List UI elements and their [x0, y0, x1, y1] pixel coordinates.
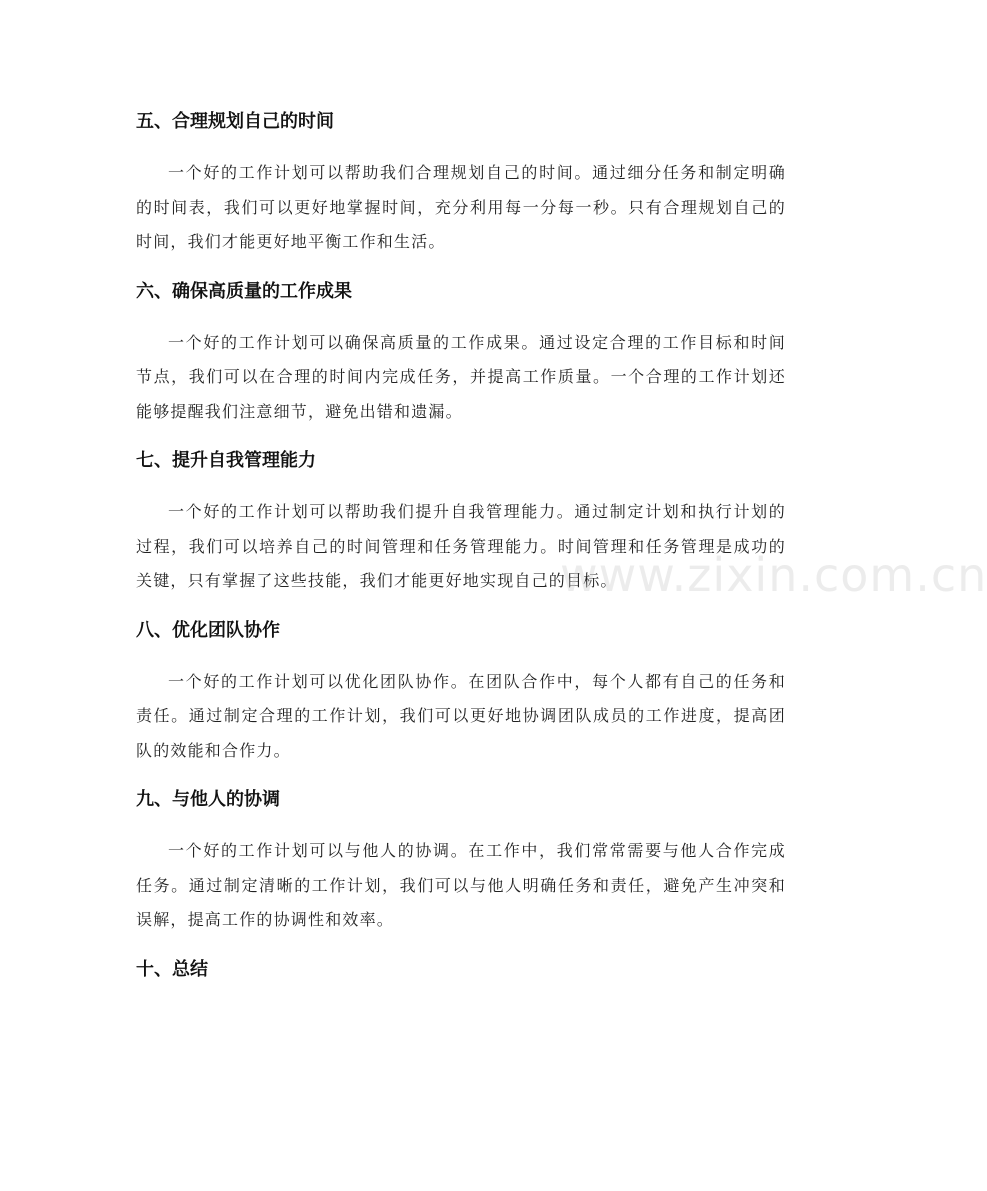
section-paragraph: 一个好的工作计划可以帮助我们提升自我管理能力。通过制定计划和执行计划的过程，我们可以培养自己的时间管理和任务管理能力。时间管理和任务管理是成功的关键，只有掌握了这些技能，我们才能更好地实现自己的目标。 [136, 502, 786, 590]
section-paragraph: 一个好的工作计划可以确保高质量的工作成果。通过设定合理的工作目标和时间节点，我们可以在合理的时间内完成任务，并提高工作质量。一个合理的工作计划还能够提醒我们注意细节，避免出错和遗漏。 [136, 332, 786, 421]
section-paragraph: 一个好的工作计划可以优化团队协作。在团队合作中，每个人都有自己的任务和责任。通过制定合理的工作计划，我们可以更好地协调团队成员的工作进度，提高团队的效能和合作力。 [136, 671, 786, 760]
section-heading: 七、提升自我管理能力 [136, 450, 316, 471]
section-heading: 六、确保高质量的工作成果 [136, 280, 352, 302]
section-heading: 五、合理规划自己的时间 [136, 111, 334, 132]
watermark-text: www.zixin.com.cn [560, 548, 987, 602]
section-paragraph: 一个好的工作计划可以帮助我们合理规划自己的时间。通过细分任务和制定明确的时间表，我们可以更好地掌握时间，充分利用每一分每一秒。只有合理规划自己的时间，我们才能更好地平衡工作和生活。 [136, 163, 786, 251]
document-content [136, 106, 786, 1004]
section-9 [136, 784, 786, 938]
section-heading: 十、总结 [136, 958, 208, 980]
section-10 [136, 954, 786, 986]
section-heading: 八、优化团队协作 [136, 619, 280, 641]
section-6 [136, 276, 786, 430]
section-5 [136, 106, 786, 260]
section-7 [136, 445, 786, 599]
section-heading: 九、与他人的协调 [136, 789, 280, 810]
section-8 [136, 615, 786, 769]
section-paragraph: 一个好的工作计划可以与他人的协调。在工作中，我们常常需要与他人合作完成任务。通过制定清晰的工作计划，我们可以与他人明确任务和责任，避免产生冲突和误解，提高工作的协调性和效率。 [136, 841, 786, 929]
